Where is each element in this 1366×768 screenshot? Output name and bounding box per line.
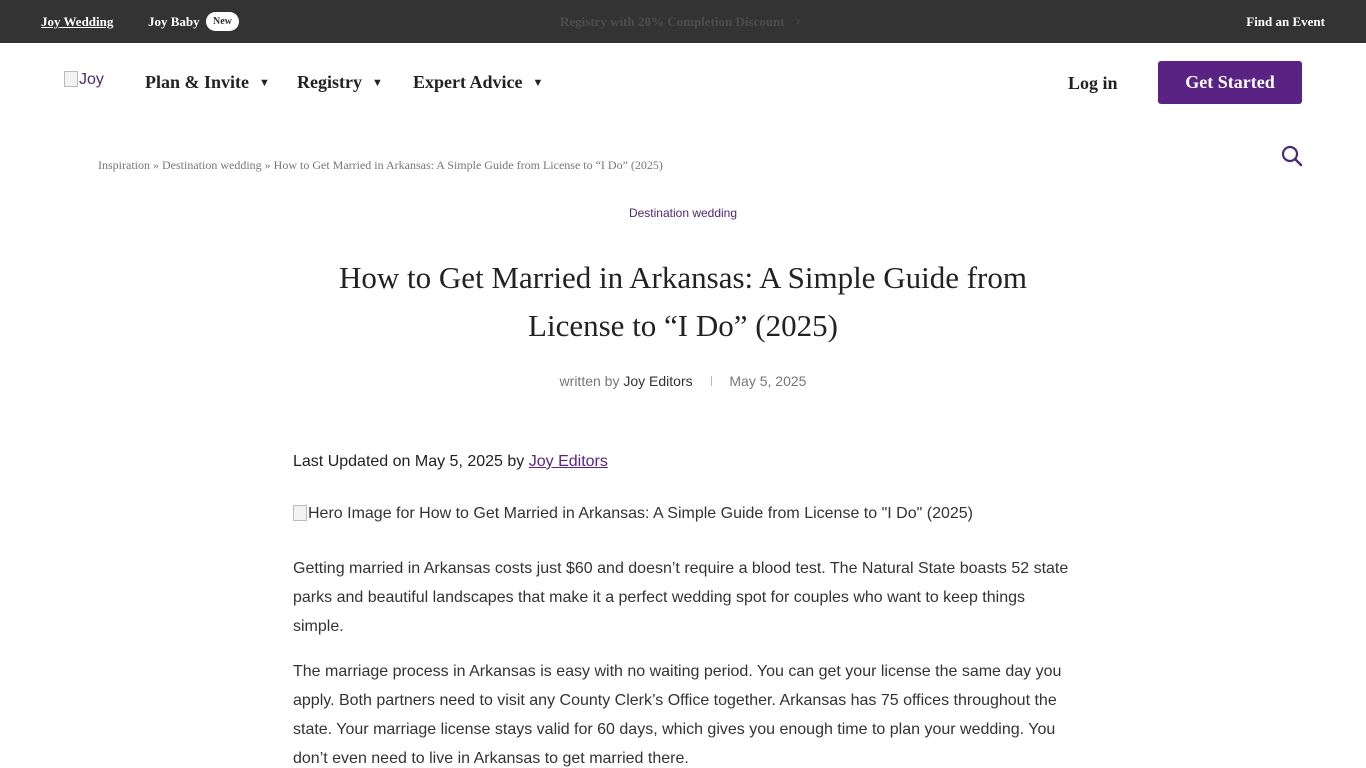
nav-registry[interactable] bbox=[297, 72, 383, 93]
updated-author-link[interactable]: Joy Editors bbox=[528, 453, 608, 470]
breadcrumb-destination-wedding[interactable]: Destination wedding bbox=[162, 158, 262, 172]
chevron-down-icon: ▼ bbox=[259, 77, 270, 89]
top-bar bbox=[0, 0, 1366, 43]
breadcrumb bbox=[98, 158, 663, 173]
promo-link[interactable]: Registry with 20% Completion Discount bbox=[560, 14, 785, 29]
joy-wedding-link[interactable]: Joy Wedding bbox=[41, 14, 114, 29]
logo-alt-text: Joy bbox=[79, 71, 104, 88]
nav-registry-label: Registry bbox=[297, 72, 362, 92]
category-tag bbox=[0, 206, 1366, 220]
nav-expert-advice-label: Expert Advice bbox=[413, 72, 523, 92]
nav-expert-advice[interactable] bbox=[413, 72, 543, 93]
broken-image-icon bbox=[64, 71, 78, 87]
chevron-down-icon: ▼ bbox=[532, 77, 544, 89]
author-link[interactable]: Joy Editors bbox=[623, 373, 693, 389]
joy-baby-link[interactable]: Joy Baby bbox=[148, 14, 200, 29]
chevron-down-icon: ▼ bbox=[371, 77, 383, 89]
logo[interactable] bbox=[64, 71, 104, 89]
article-meta bbox=[0, 373, 1366, 389]
article-paragraph: Getting married in Arkansas costs just $60 and doesn’t require a blood test. The Natural State boasts 52 state parks and beautiful landscapes that make it a perfect wedding spot for couples who want to keep things simple. bbox=[293, 560, 1069, 635]
article-paragraph: The marriage process in Arkansas is easy with no waiting period. You can get your license the same day you apply. Both partners need to visit any County Clerk’s Office together. Arkansas has 75 offices throughout the state. Your marriage license stays valid for 60 days, which gives you enough time to plan your wedding. You don’t even need to live in Arkansas to get married there. bbox=[293, 663, 1062, 767]
last-updated-text: Last Updated on May 5, 2025 by bbox=[293, 453, 525, 470]
get-started-button[interactable]: Get Started bbox=[1158, 61, 1302, 104]
chevron-right-icon: › bbox=[796, 13, 801, 28]
publish-date: May 5, 2025 bbox=[729, 373, 807, 389]
category-link[interactable]: Destination wedding bbox=[628, 206, 738, 220]
hero-image bbox=[293, 505, 1083, 523]
hero-image-alt: Hero Image for How to Get Married in Arkansas: A Simple Guide from License to "I Do" (2025) bbox=[308, 505, 973, 522]
breadcrumb-current: How to Get Married in Arkansas: A Simple Guide from License to “I Do” (2025) bbox=[273, 158, 663, 172]
nav-plan-invite-label: Plan & Invite bbox=[145, 72, 250, 92]
breadcrumb-separator: » bbox=[264, 158, 271, 172]
meta-divider bbox=[711, 376, 712, 386]
article-title: How to Get Married in Arkansas: A Simple Guide from License to “I Do” (2025) bbox=[339, 260, 1027, 343]
breadcrumb-inspiration[interactable]: Inspiration bbox=[98, 158, 150, 172]
written-by-label: written by bbox=[559, 373, 620, 389]
breadcrumb-separator: » bbox=[153, 158, 159, 172]
nav-plan-invite[interactable] bbox=[145, 72, 270, 93]
last-updated bbox=[293, 453, 1083, 471]
login-link[interactable]: Log in bbox=[1068, 73, 1118, 93]
new-badge: New bbox=[206, 12, 239, 31]
broken-image-icon bbox=[293, 505, 307, 521]
find-event-link[interactable]: Find an Event bbox=[1246, 14, 1325, 29]
search-icon[interactable] bbox=[1281, 145, 1303, 167]
